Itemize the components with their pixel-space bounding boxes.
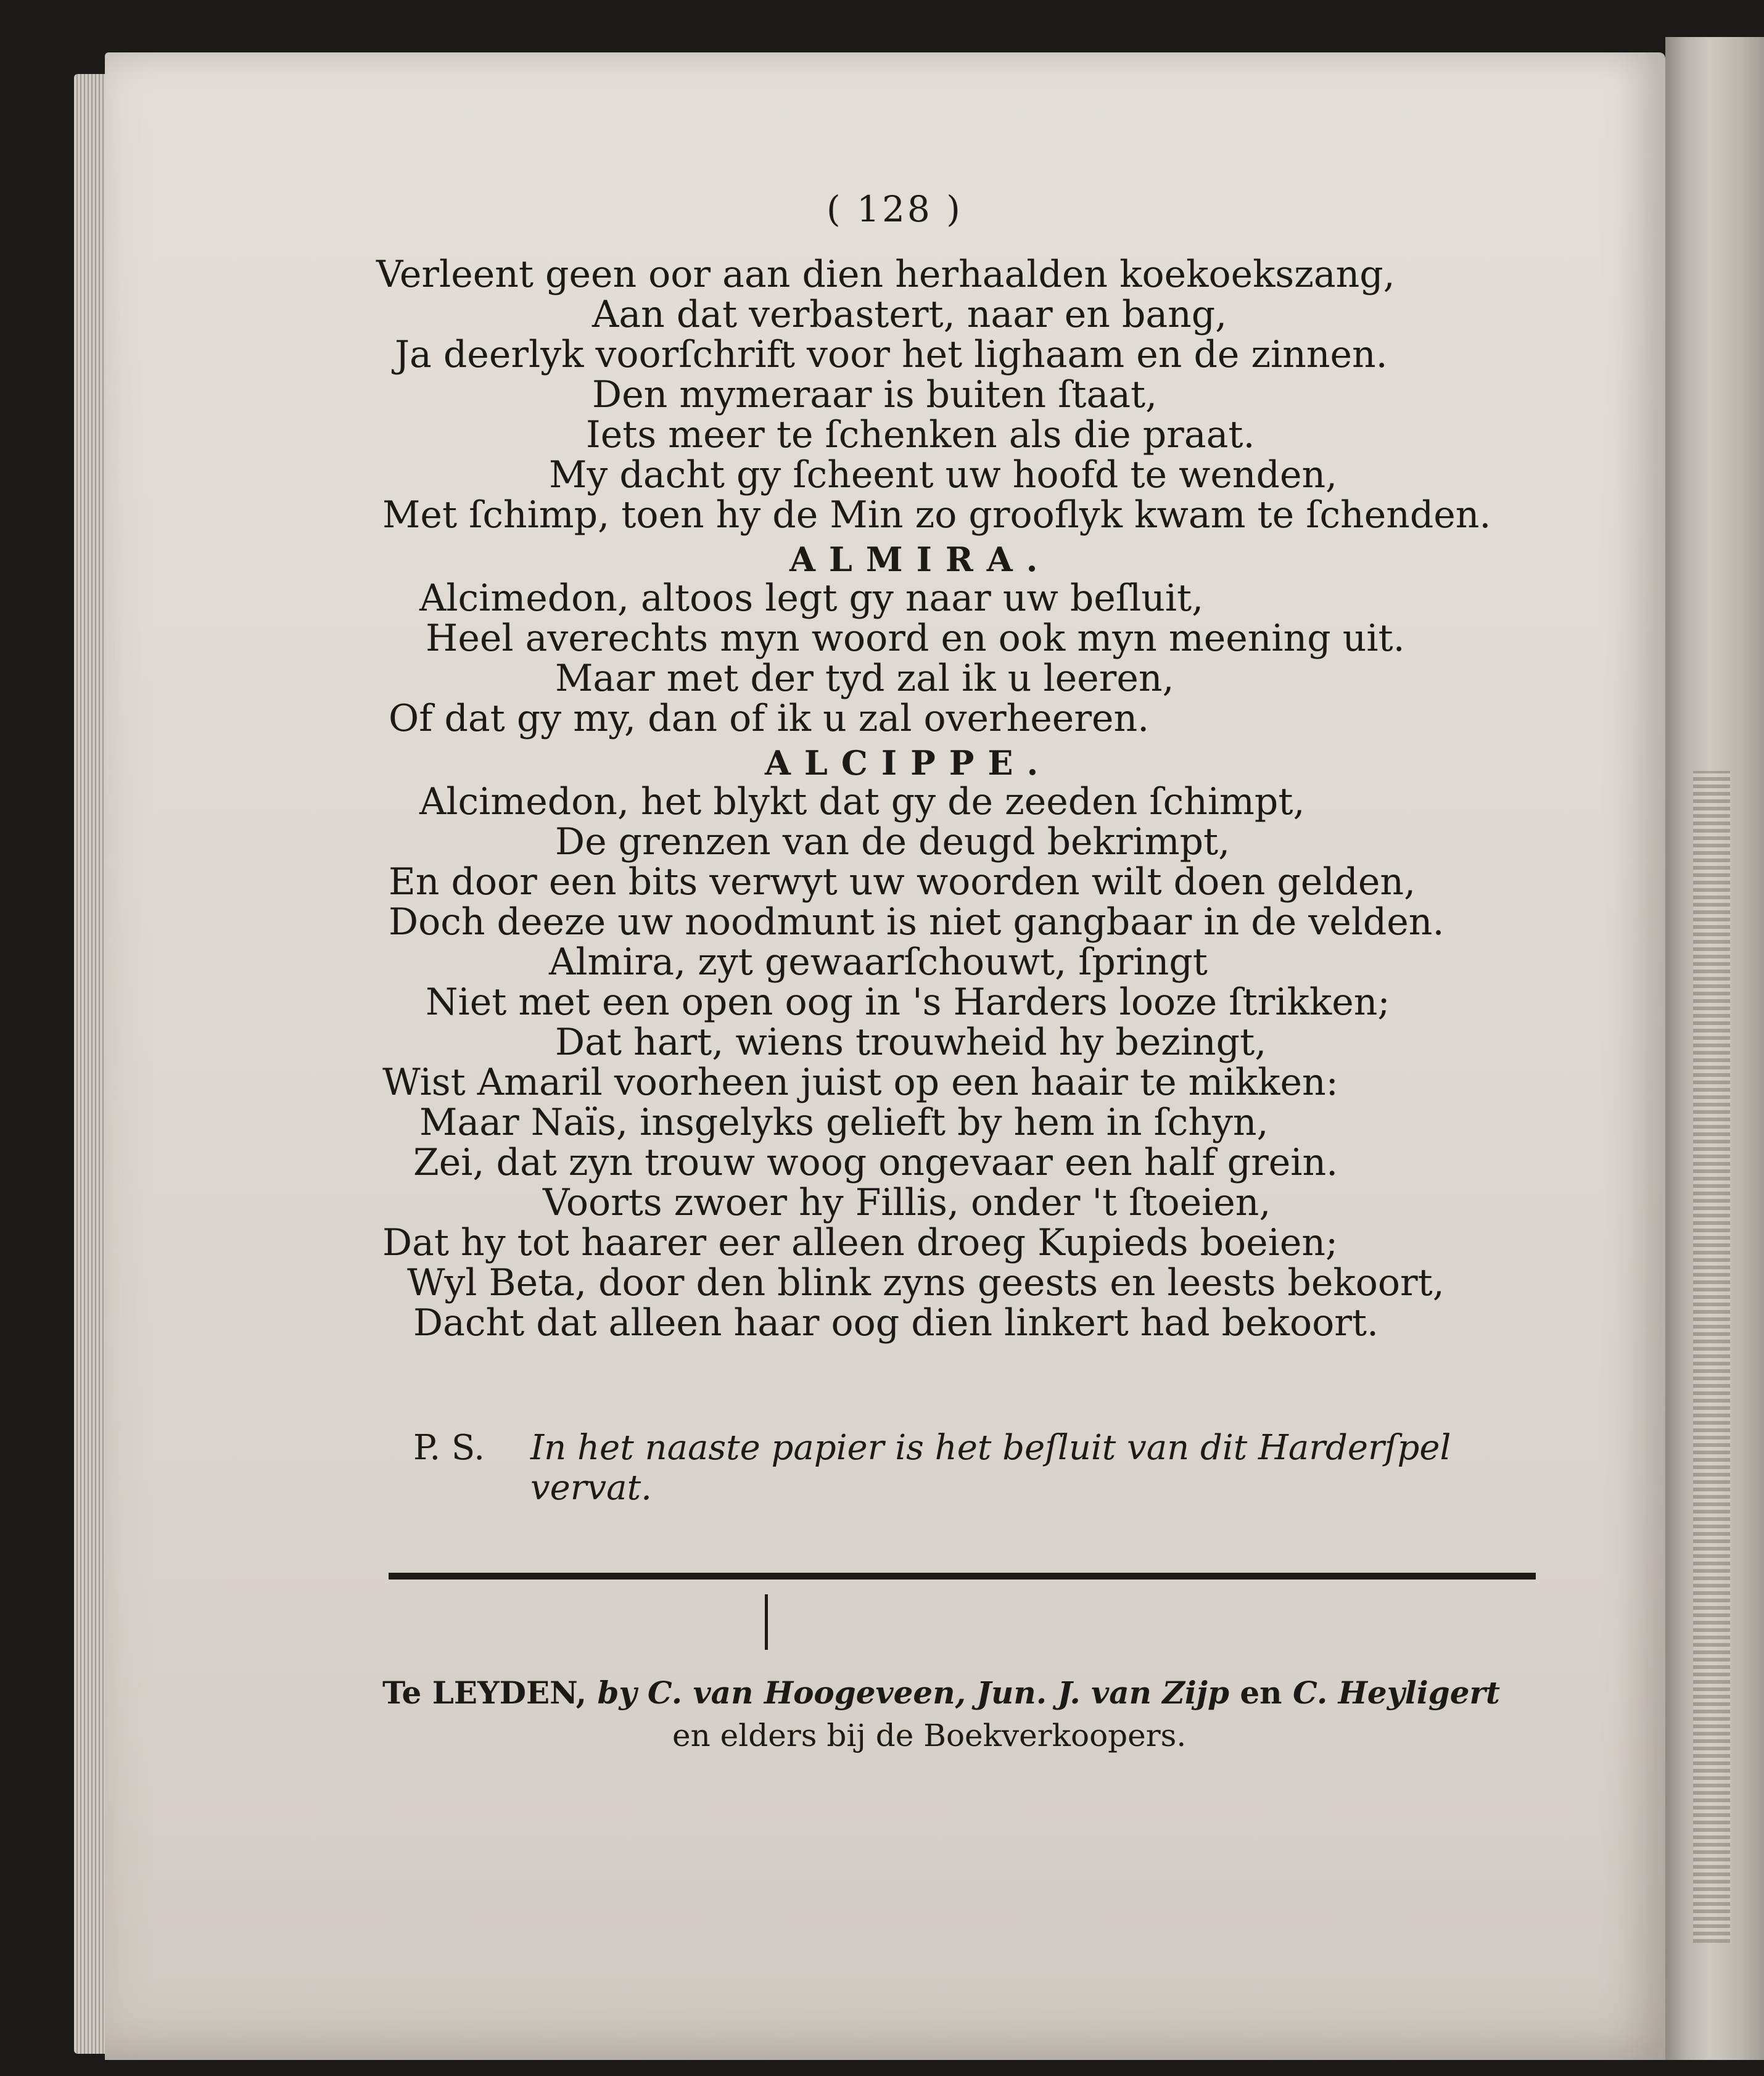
postscript-text: In het naaste papier is het beſluit van dit Harderſpel bbox=[530, 1428, 1451, 1468]
verse-line: Zei, dat zyn trouw woog ongevaar een half grein. bbox=[413, 1141, 1338, 1184]
verse-line: De grenzen van de deugd bekrimpt, bbox=[555, 820, 1230, 863]
printer-mark bbox=[765, 1594, 768, 1650]
postscript-label: P. S. bbox=[413, 1428, 485, 1468]
verse-line: Iets meer te ſchenken als die praat. bbox=[586, 413, 1255, 456]
imprint-printer-last: C. Heyligert bbox=[1292, 1674, 1500, 1711]
imprint-place: Te LEYDEN, bbox=[382, 1674, 587, 1711]
verse-line: Dat hy tot haarer eer alleen droeg Kupieds boeien; bbox=[382, 1221, 1338, 1264]
verse-line: Doch deeze uw noodmunt is niet gangbaar in de velden. bbox=[389, 900, 1445, 944]
verse-line: Alcimedon, het blykt dat gy de zeeden ſchimpt, bbox=[419, 780, 1305, 823]
verse-line: Voorts zwoer hy Fillis, onder 't ſtoeien, bbox=[543, 1181, 1271, 1224]
verse-line: Met ſchimp, toen hy de Min zo grooflyk kwam te ſchenden. bbox=[382, 493, 1491, 537]
verse-line: Wyl Beta, door den blink zyns geests en leests bekoort, bbox=[407, 1261, 1445, 1304]
verse-line: Niet met een open oog in 's Harders looze ſtrikken; bbox=[426, 981, 1390, 1024]
page-text bbox=[105, 52, 1665, 2060]
verse-line: Den mymeraar is buiten ſtaat, bbox=[592, 373, 1158, 416]
verse-line: Wist Amaril voorheen juist op een haair te mikken: bbox=[382, 1061, 1338, 1104]
horizontal-rule bbox=[389, 1573, 1536, 1580]
verse-line: Verleent geen oor aan dien herhaalden koekoekszang, bbox=[376, 253, 1395, 296]
imprint-printers: C. van Hoogeveen, Jun. J. van Zijp bbox=[647, 1674, 1229, 1711]
verse-line: Of dat gy my, dan of ik u zal overheeren. bbox=[389, 697, 1150, 740]
verse-line: Dacht dat alleen haar oog dien linkert had bekoort. bbox=[413, 1301, 1379, 1345]
verse-line: Dat hart, wiens trouwheid hy bezingt, bbox=[555, 1021, 1267, 1064]
verse-line: Ja deerlyk voorſchrift voor het lighaam en de zinnen. bbox=[395, 333, 1388, 376]
verse-line: Maar met der tyd zal ik u leeren, bbox=[555, 657, 1174, 700]
speaker-name: ALCIPPE. bbox=[765, 743, 1052, 783]
verse-line: Alcimedon, altoos legt gy naar uw beſluit, bbox=[419, 577, 1204, 620]
verse-line: Almira, zyt gewaarſchouwt, ſpringt bbox=[549, 941, 1208, 984]
imprint-line-2: en elders bij de Boekverkoopers. bbox=[672, 1718, 1187, 1753]
verse-line: Aan dat verbastert, naar en bang, bbox=[592, 293, 1227, 336]
imprint-by: by bbox=[597, 1674, 637, 1711]
postscript-text-continued: vervat. bbox=[530, 1468, 652, 1508]
page-number: ( 128 ) bbox=[826, 188, 963, 230]
speaker-name: ALMIRA. bbox=[789, 540, 1052, 579]
verse-line: En door een bits verwyt uw woorden wilt doen gelden, bbox=[389, 860, 1416, 904]
verse-line: Maar Naïs, insgelyks gelieft by hem in ſchyn, bbox=[419, 1101, 1269, 1144]
verse-line: Heel averechts myn woord en ook myn meening uit. bbox=[426, 617, 1405, 660]
imprint-line bbox=[382, 1674, 1500, 1711]
binding-thread bbox=[1693, 771, 1730, 1943]
book-page bbox=[105, 52, 1665, 2060]
imprint-and: en bbox=[1240, 1674, 1282, 1711]
verse-line: My dacht gy ſcheent uw hoofd te wenden, bbox=[549, 453, 1338, 496]
